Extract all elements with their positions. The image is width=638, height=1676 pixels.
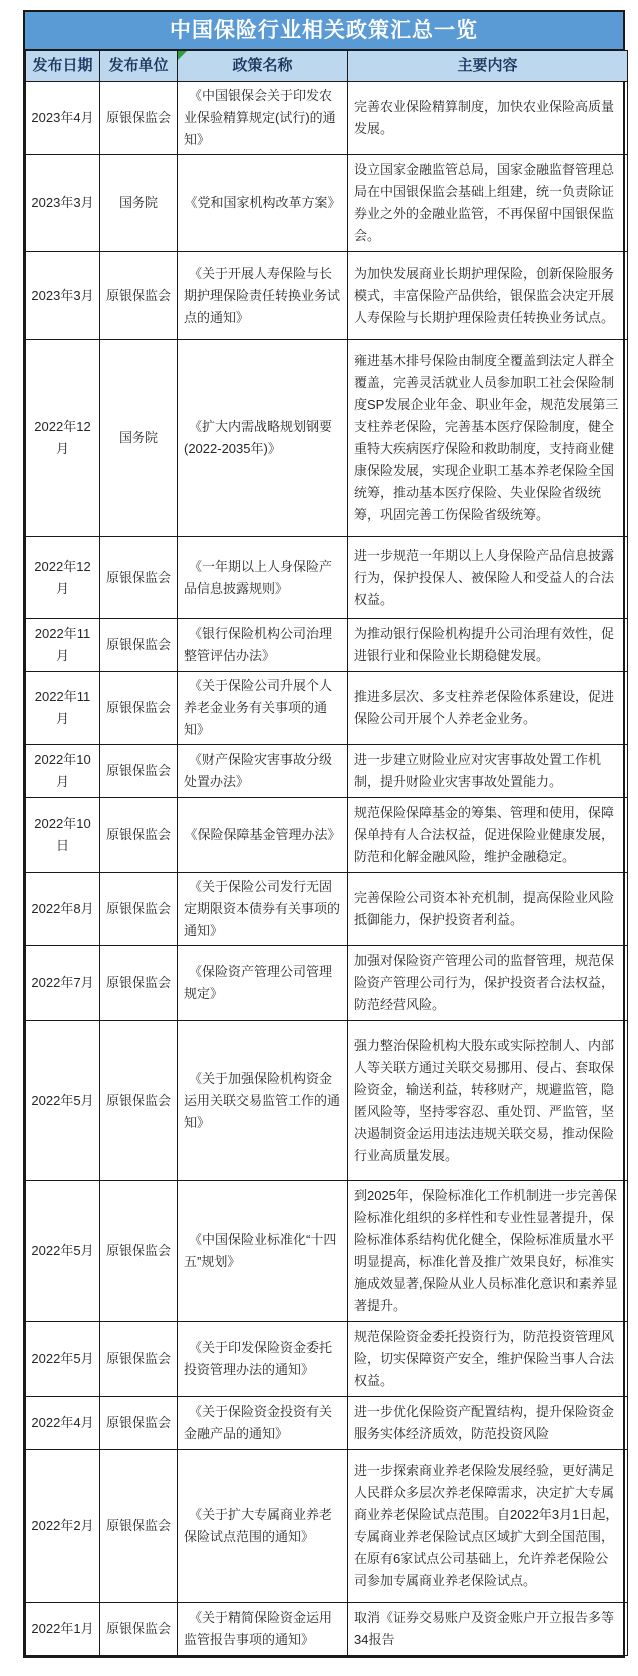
header-cell-policy-label: 政策名称 — [232, 57, 293, 74]
header-cell-org: 发布单位 — [100, 51, 178, 82]
policy-summary-sheet — [23, 10, 625, 1658]
cell-date: 2022年11月 — [26, 672, 100, 745]
cell-content: 完善保险公司资本补充机制，提高保险业风险抵御能力，保护投资者利益。 — [348, 873, 628, 946]
cell-date: 2022年2月 — [26, 1450, 100, 1603]
cell-date: 2023年4月 — [26, 82, 100, 155]
cell-policy: 《党和国家机构改革方案》 — [178, 155, 348, 252]
cell-policy: 《保险保障基金管理办法》 — [178, 798, 348, 873]
cell-org: 国务院 — [100, 340, 178, 537]
page-title: 中国保险行业相关政策汇总一览 — [25, 12, 623, 50]
cell-policy: 《财产保险灾害事故分级处置办法》 — [178, 745, 348, 798]
cell-policy: 《一年期以上人身保险产品信息披露规则》 — [178, 537, 348, 619]
cell-date: 2022年8月 — [26, 873, 100, 946]
cell-content: 规范保险资金委托投资行为，防范投资管理风险，切实保障资产安全，维护保险当事人合法权益。 — [348, 1322, 628, 1397]
cell-content: 为推动银行保险机构提升公司治理有效性，促进银行业和保险业长期稳健发展。 — [348, 619, 628, 672]
header-row — [26, 51, 628, 82]
table-row — [26, 340, 628, 537]
cell-content: 到2025年，保险标准化工作机制进一步完善保险标准化组织的多样性和专业性显著提升，保险标准体系结构优化健全，保险标准质量水平明显提高，标准化普及推广效果良好，标准实施成效显著,保险从业人员标准化意识和素养显著提升。 — [348, 1181, 628, 1322]
cell-policy: 《扩大内需战略规划钢要(2022-2035年)》 — [178, 340, 348, 537]
cell-date: 2023年3月 — [26, 252, 100, 340]
cell-org: 原银保监会 — [100, 745, 178, 798]
cell-content: 取消《证券交易账户及资金账户开立报告多等34报告 — [348, 1603, 628, 1656]
cell-content: 推进多层次、多支柱养老保险体系建设，促进保险公司开展个人养老金业务。 — [348, 672, 628, 745]
table-row — [26, 873, 628, 946]
cell-org: 原银保监会 — [100, 672, 178, 745]
cell-policy: 《关于精简保险资金运用监管报告事项的通知》 — [178, 1603, 348, 1656]
table-row — [26, 798, 628, 873]
cell-org: 原银保监会 — [100, 946, 178, 1021]
table-row — [26, 1021, 628, 1181]
table-row — [26, 537, 628, 619]
cell-date: 2023年3月 — [26, 155, 100, 252]
cell-policy: 《关于保险公司升展个人养老金业务有关事项的通知》 — [178, 672, 348, 745]
cell-org: 国务院 — [100, 155, 178, 252]
cell-policy: 《银行保险机构公司治理整管评估办法》 — [178, 619, 348, 672]
cell-org: 原银保监会 — [100, 873, 178, 946]
cell-org: 原银保监会 — [100, 1322, 178, 1397]
cell-date: 2022年10月 — [26, 745, 100, 798]
cell-org: 原银保监会 — [100, 1450, 178, 1603]
header-cell-policy — [178, 51, 348, 82]
cell-org: 原银保监会 — [100, 619, 178, 672]
cell-org: 原银保监会 — [100, 82, 178, 155]
table-body — [26, 82, 628, 1656]
cell-policy: 《中国保险业标准化“十四五”规划》 — [178, 1181, 348, 1322]
cell-date: 2022年12月 — [26, 340, 100, 537]
header-cell-date: 发布日期 — [26, 51, 100, 82]
table-row — [26, 1322, 628, 1397]
cell-date: 2022年10日 — [26, 798, 100, 873]
cell-org: 原银保监会 — [100, 1181, 178, 1322]
cell-date: 2022年5月 — [26, 1322, 100, 1397]
table-row — [26, 619, 628, 672]
cell-content: 雍进基木排号保险由制度全覆盖到法定人群全覆盖，完善灵活就业人员参加职工社会保险制度SP发展企业年金、职业年金，规范发展第三支柱养老保险，完善基本医疗保险制度，健全重特大疾病医疗保险和救助制度，支持商业健康保险发展，实现企业职工基本养老保险全国统筹，推动基本医疗保险、失业保险省级统筹，巩固完善工伤保险省级统筹。 — [348, 340, 628, 537]
cell-date: 2022年5月 — [26, 1181, 100, 1322]
table-row — [26, 946, 628, 1021]
cell-content: 进一步优化保险资产配置结构，提升保险资金服务实体经济质效，防范投资风险 — [348, 1397, 628, 1450]
table-row — [26, 155, 628, 252]
cell-content: 进一步规范一年期以上人身保险产品信息披露行为，保护投保人、被保险人和受益人的合法权益。 — [348, 537, 628, 619]
cell-org: 原银保监会 — [100, 1021, 178, 1181]
cell-org: 原银保监会 — [100, 537, 178, 619]
cell-policy: 《中国银保会关于印发农业保验精算规定(试行)的通知》 — [178, 82, 348, 155]
cell-date: 2022年11月 — [26, 619, 100, 672]
header-cell-content: 主要内容 — [348, 51, 628, 82]
excel-error-flag-icon — [178, 51, 187, 60]
policy-table — [25, 50, 628, 1656]
cell-policy: 《关于扩大专属商业养老保险试点范围的通知》 — [178, 1450, 348, 1603]
table-row — [26, 1181, 628, 1322]
cell-date: 2022年1月 — [26, 1603, 100, 1656]
cell-content: 进一步建立财险业应对灾害事故处置工作机制，提升财险业灾害事故处置能力。 — [348, 745, 628, 798]
table-row — [26, 672, 628, 745]
cell-content: 完善农业保险精算制度，加快农业保险高质量发展。 — [348, 82, 628, 155]
table-row — [26, 745, 628, 798]
cell-date: 2022年4月 — [26, 1397, 100, 1450]
cell-date: 2022年5月 — [26, 1021, 100, 1181]
cell-policy: 《关于保险公司发行无固定期限资本债券有关事项的通知》 — [178, 873, 348, 946]
cell-policy: 《关于印发保险资金委托投资管理办法的通知》 — [178, 1322, 348, 1397]
cell-policy: 《关于保险资金投资有关金融产品的通知》 — [178, 1397, 348, 1450]
cell-content: 为加快发展商业长期护理保险，创新保险服务模式，丰富保险产品供给，银保监会决定开展人寿保险与长期护理保险责任转换业务试点。 — [348, 252, 628, 340]
cell-policy: 《关于加强保险机构资金运用关联交易监管工作的通知》 — [178, 1021, 348, 1181]
cell-org: 原银保监会 — [100, 1603, 178, 1656]
table-row — [26, 252, 628, 340]
cell-org: 原银保监会 — [100, 1397, 178, 1450]
table-row — [26, 1450, 628, 1603]
cell-policy: 《保险资产管理公司管理规定》 — [178, 946, 348, 1021]
cell-date: 2022年12月 — [26, 537, 100, 619]
cell-content: 加强对保险资产管理公司的监督管理，规范保险资产管理公司行为，保护投资者合法权益，防范经营风险。 — [348, 946, 628, 1021]
cell-org: 原银保监会 — [100, 798, 178, 873]
cell-date: 2022年7月 — [26, 946, 100, 1021]
cell-content: 进一步探索商业养老保险发展经验，更好满足人民群众多层次养老保障需求，决定扩大专属商业养老保险试点范围。自2022年3月1日起，专属商业养老保险试点区域扩大到全国范围，在原有6家试点公司基础上，允许养老保险公司参加专属商业养老保险试点。 — [348, 1450, 628, 1603]
table-row — [26, 82, 628, 155]
cell-content: 强力整治保险机构大股东或实际控制人、内部人等关联方通过关联交易挪用、侵占、套取保险资金，输送利益，转移财产，规避监管，隐匿风险等，坚持零容忍、重处罚、严监管，坚决遏制资金运用违法违规关联交易，推动保险行业高质量发展。 — [348, 1021, 628, 1181]
cell-content: 规范保险保障基金的筹集、管理和使用，保障保单持有人合法权益，促进保险业健康发展，防范和化解金融风险，维护金融稳定。 — [348, 798, 628, 873]
cell-policy: 《关于开展人寿保险与长期护理保险责任转换业务试点的通知》 — [178, 252, 348, 340]
cell-org: 原银保监会 — [100, 252, 178, 340]
table-row — [26, 1603, 628, 1656]
table-row — [26, 1397, 628, 1450]
cell-content: 设立国家金融监管总局，国家金融监督管理总局在中国银保监会基础上组建，统一负责除证券业之外的金融业监管，不再保留中国银保监会。 — [348, 155, 628, 252]
